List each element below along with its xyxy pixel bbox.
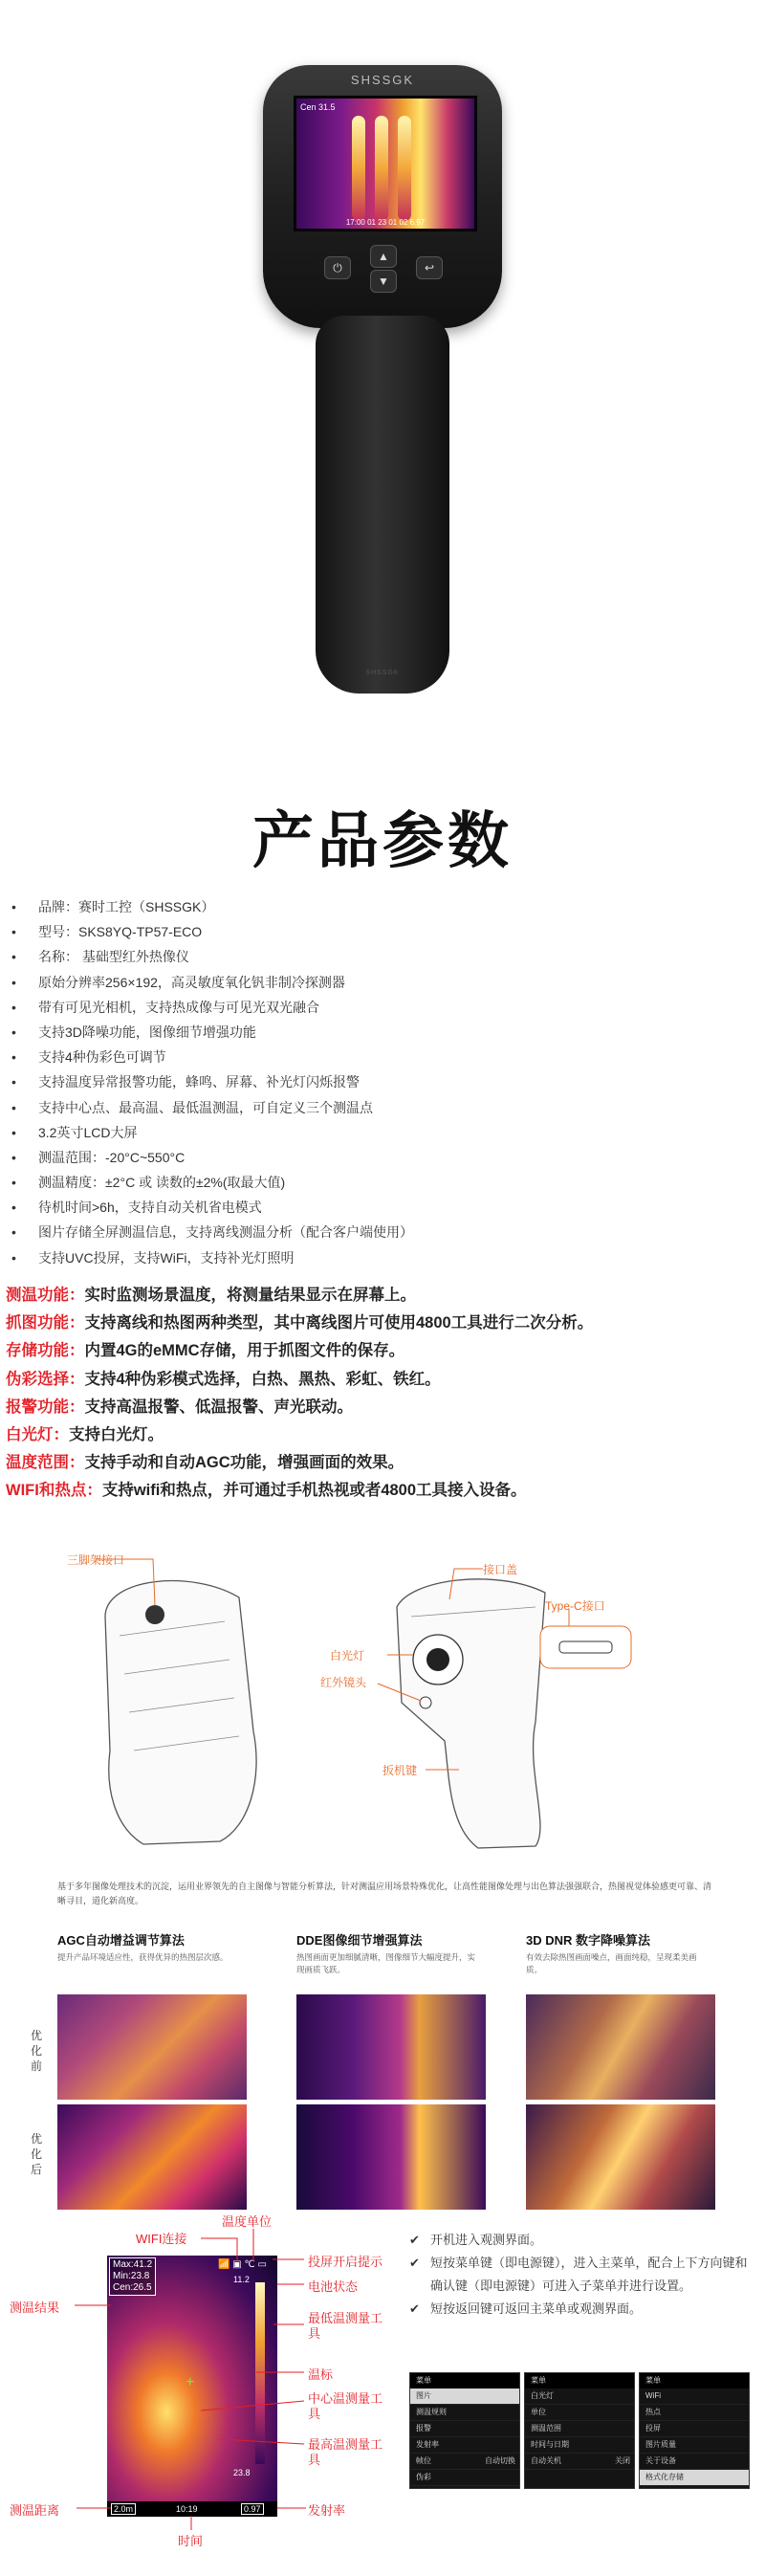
callout-min-tool: 最低温测量工具 bbox=[308, 2311, 383, 2341]
callout-unit: 温度单位 bbox=[222, 2214, 273, 2229]
algo-agc-title: AGC自动增益调节算法 bbox=[57, 1933, 185, 1948]
menu-head: 菜单 bbox=[525, 2373, 634, 2389]
algo-dnr-title: 3D DNR 数字降噪算法 bbox=[526, 1933, 651, 1948]
feature-item: 伪彩选择：支持4种伪彩模式选择，白热、黑热、彩虹、铁红。 bbox=[6, 1370, 441, 1388]
down-button[interactable]: ▼ bbox=[370, 270, 397, 293]
algo-dde-desc: 热图画面更加细腻清晰，图像细节大幅度提升，实现画质飞跃。 bbox=[296, 1952, 476, 1974]
label-light: 白光灯 bbox=[330, 1649, 365, 1662]
callout-emissivity: 发射率 bbox=[308, 2503, 346, 2518]
device-screen-readout: Cen 31.5 bbox=[300, 102, 336, 112]
tip-item: ✔ 短按菜单键（即电源键），进入主菜单，配合上下方向键和确认键（即电源键）可进入子菜单并进行设置。 bbox=[409, 2252, 754, 2298]
menu-item[interactable]: 白光灯 bbox=[525, 2389, 634, 2405]
spec-list bbox=[11, 894, 757, 1270]
thermal-dnr-after bbox=[526, 2104, 715, 2210]
algorithm-intro: 基于多年图像处理技术的沉淀，运用业界领先的自主图像与智能分析算法，针对测温应用场景特殊优化，让高性能图像处理与出色算法强强联合，热图视觉体验感更可靠、清晰寻目，道化新高度。 bbox=[57, 1882, 712, 1905]
callout-result: 测温结果 bbox=[10, 2301, 60, 2315]
row-label-after: 优化后 bbox=[30, 2132, 42, 2176]
device-grip bbox=[316, 316, 449, 694]
spec-item: • 名称： 基础型红外热像仪 bbox=[11, 944, 757, 969]
device-line-diagram bbox=[0, 1540, 765, 1856]
ui-scale-min: 23.8 bbox=[233, 2468, 251, 2477]
spec-item: • 待机时间>6h，支持自动关机省电模式 bbox=[11, 1195, 757, 1220]
feature-list bbox=[6, 1282, 761, 1506]
row-label-before: 优化前 bbox=[30, 2029, 42, 2073]
callout-time: 时间 bbox=[178, 2534, 204, 2548]
menu-panel-2 bbox=[524, 2372, 635, 2489]
algo-agc-desc: 提升产品环境适应性，获得优异的热图层次感。 bbox=[57, 1952, 229, 1962]
spec-item: • 带有可见光相机，支持热成像与可见光双光融合 bbox=[11, 995, 757, 1020]
callout-distance: 测温距离 bbox=[10, 2503, 60, 2518]
spec-item: • 原始分辨率256×192，高灵敏度氧化钒非制冷探测器 bbox=[11, 970, 757, 995]
feature-item: 报警功能：支持高温报警、低温报警、声光联动。 bbox=[6, 1398, 353, 1416]
menu-item[interactable]: 自动关机 关闭 bbox=[525, 2454, 634, 2470]
line-drawing bbox=[0, 1540, 765, 1856]
callout-cursor: 温标 bbox=[308, 2367, 334, 2382]
label-trigger: 扳机键 bbox=[382, 1764, 418, 1777]
feature-item: 测温功能：实时监测场景温度，将测量结果显示在屏幕上。 bbox=[6, 1287, 416, 1304]
spec-item: • 支持3D降噪功能，图像细节增强功能 bbox=[11, 1020, 757, 1045]
menu-item[interactable]: 格式化存储 bbox=[640, 2470, 749, 2486]
thermal-dnr-before bbox=[526, 1994, 715, 2100]
ui-status-icons: 📶 ▣ ℃ ▭ bbox=[218, 2259, 267, 2270]
feature-item: 抓图功能：支持离线和热图两种类型，其中离线图片可使用4800工具进行二次分析。 bbox=[6, 1314, 594, 1332]
usage-tips bbox=[409, 2229, 754, 2321]
menu-head: 菜单 bbox=[410, 2373, 519, 2389]
thermal-agc-before bbox=[57, 1994, 247, 2100]
callout-battery: 电池状态 bbox=[308, 2279, 359, 2294]
feature-item: 存储功能：内置4G的eMMC存储，用于抓图文件的保存。 bbox=[6, 1342, 405, 1360]
spec-item: • 品牌：赛时工控（SHSSGK） bbox=[11, 894, 757, 919]
spec-item: • 支持4种伪彩色可调节 bbox=[11, 1045, 757, 1069]
label-ir-lens: 红外镜头 bbox=[320, 1676, 367, 1689]
ui-center-crosshair: + bbox=[186, 2374, 195, 2390]
device-screen bbox=[294, 96, 477, 231]
spec-item: • 型号：SKS8YQ-TP57-ECO bbox=[11, 919, 757, 944]
feature-item: 白光灯：支持白光灯。 bbox=[6, 1425, 164, 1443]
label-tripod: 三脚架接口 bbox=[67, 1553, 125, 1567]
device-screen-footer: 17:00 01 23 01 02 6.97 bbox=[345, 218, 426, 227]
algo-dde-title: DDE图像细节增强算法 bbox=[296, 1933, 423, 1948]
menu-item[interactable]: 伪彩 bbox=[410, 2470, 519, 2486]
menu-item[interactable]: 热点 bbox=[640, 2405, 749, 2421]
spec-item: • 3.2英寸LCD大屏 bbox=[11, 1120, 757, 1145]
spec-item: • 测温范围：-20°C~550°C bbox=[11, 1145, 757, 1170]
thermal-dde-before bbox=[296, 1994, 486, 2100]
menu-item[interactable]: 测温范围 bbox=[525, 2421, 634, 2437]
device-brand: SHSSGK bbox=[350, 73, 415, 87]
algo-dnr-desc: 有效去除热图画面噪点，画面纯稳，呈现柔美画质。 bbox=[526, 1952, 697, 1974]
callout-max-tool: 最高温测量工具 bbox=[308, 2437, 383, 2467]
callout-center-tool: 中心温测量工具 bbox=[308, 2391, 383, 2421]
menu-panel-3 bbox=[639, 2372, 750, 2489]
menu-head: 菜单 bbox=[640, 2373, 749, 2389]
menu-item[interactable]: 投屏 bbox=[640, 2421, 749, 2437]
menu-item[interactable]: WiFi bbox=[640, 2389, 749, 2405]
spec-title: 产品参数 bbox=[252, 806, 513, 875]
up-button[interactable]: ▲ bbox=[370, 245, 397, 268]
menu-item[interactable]: 图片 bbox=[410, 2389, 519, 2405]
thermal-agc-after bbox=[57, 2104, 247, 2210]
spec-item: • 支持UVC投屏，支持WiFi，支持补光灯照明 bbox=[11, 1245, 757, 1270]
callout-cast: 投屏开启提示 bbox=[308, 2255, 383, 2269]
back-button[interactable]: ↩ bbox=[416, 256, 443, 279]
ui-readout-box: Max:41.2 Min:23.8 Cen:26.5 bbox=[109, 2257, 156, 2296]
device-head bbox=[263, 65, 502, 328]
menu-item[interactable]: 单位 bbox=[525, 2405, 634, 2421]
menu-panel-1 bbox=[409, 2372, 520, 2489]
menu-item[interactable]: 发射率 bbox=[410, 2437, 519, 2454]
thermal-dde-after bbox=[296, 2104, 486, 2210]
grip-label: SHSSGK bbox=[365, 670, 400, 676]
tip-item: ✔ 开机进入观测界面。 bbox=[409, 2229, 754, 2252]
label-cover: 接口盖 bbox=[483, 1563, 518, 1576]
menu-item[interactable]: 测温规则 bbox=[410, 2405, 519, 2421]
callout-wifi: WIFI连接 bbox=[136, 2232, 187, 2246]
menu-item[interactable]: 时间与日期 bbox=[525, 2437, 634, 2454]
ui-scale-max: 11.2 bbox=[233, 2275, 250, 2284]
power-button[interactable]: ⏻ bbox=[324, 256, 351, 279]
feature-item: WIFI和热点：支持wifi和热点，并可通过手机热视或者4800工具接入设备。 bbox=[6, 1482, 527, 1500]
spec-item: • 支持温度异常报警功能，蜂鸣、屏幕、补光灯闪烁报警 bbox=[11, 1069, 757, 1094]
menu-item[interactable]: 图片质量 bbox=[640, 2437, 749, 2454]
ui-footer-bar: 2.0m 10:19 0.97 bbox=[107, 2501, 277, 2517]
menu-item[interactable]: 帧位 自动切换 bbox=[410, 2454, 519, 2470]
spec-item: • 测温精度：±2°C 或 读数的±2%(取最大值) bbox=[11, 1170, 757, 1195]
menu-item[interactable]: 报警 bbox=[410, 2421, 519, 2437]
feature-item: 温度范围：支持手动和自动AGC功能，增强画面的效果。 bbox=[6, 1454, 404, 1472]
product-hero bbox=[0, 0, 765, 727]
spec-item: • 图片存储全屏测温信息，支持离线测温分析（配合客户端使用） bbox=[11, 1220, 757, 1244]
tip-item: ✔ 短按返回键可返回主菜单或观测界面。 bbox=[409, 2298, 754, 2321]
label-typec: Type-C接口 bbox=[545, 1599, 605, 1613]
menu-item[interactable]: 关于设备 bbox=[640, 2454, 749, 2470]
spec-item: • 支持中心点、最高温、最低温测温，可自定义三个测温点 bbox=[11, 1095, 757, 1120]
